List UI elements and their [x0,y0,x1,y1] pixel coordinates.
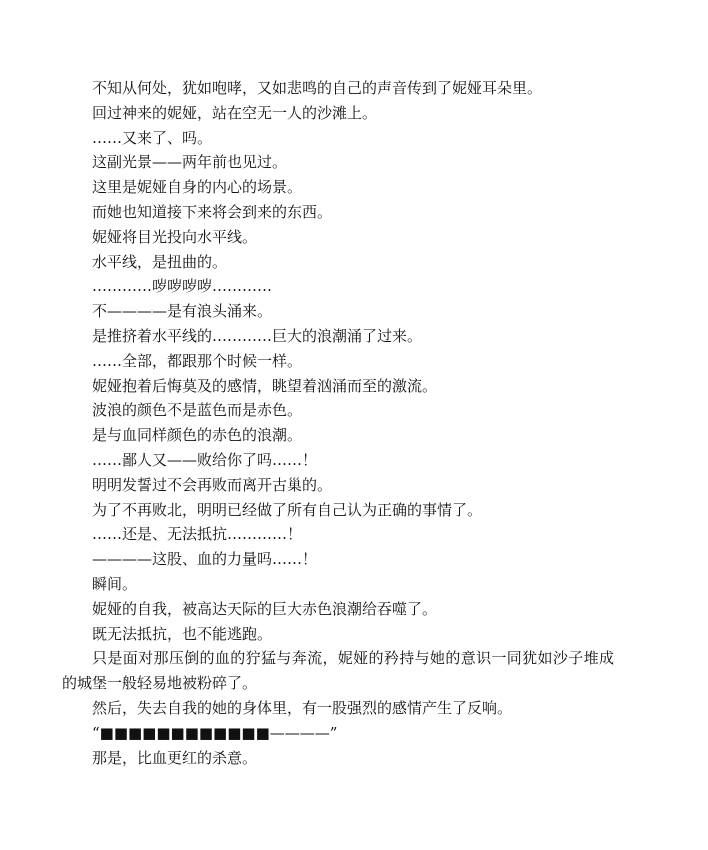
document-body [62,76,614,770]
paragraph: “■■■■■■■■■■■■————” [92,723,338,742]
paragraph: 不————是有浪头涌来。 [92,302,273,321]
paragraph: 不知从何处，犹如咆哮，又如悲鸣的自己的声音传到了妮娅耳朵里。 [92,79,543,97]
paragraph: 回过神来的妮娅，站在空无一人的沙滩上。 [92,103,378,122]
paragraph: 是推挤着水平线的…………巨大的浪潮涌了过来。 [92,326,423,345]
paragraph: 为了不再败北，明明已经做了所有自己认为正确的事情了。 [92,500,483,519]
paragraph: ……又来了、吗。 [92,128,213,147]
paragraph: 明明发誓过不会再败而离开古巢的。 [92,475,333,494]
paragraph: 妮娅抱着后悔莫及的感情，眺望着汹涌而至的激流。 [92,376,438,395]
paragraph: 波浪的颜色不是蓝色而是赤色。 [92,401,303,420]
paragraph: 是与血同样颜色的赤色的浪潮。 [92,426,303,445]
paragraph: ……还是、无法抵抗…………！ [92,525,303,544]
paragraph: 然后，失去自我的她的身体里，有一股强烈的感情产生了反响。 [92,698,513,717]
paragraph: 瞬间。 [92,574,138,593]
paragraph: ……鄙人又——败给你了吗……！ [92,450,318,469]
paragraph: ……全部，都跟那个时候一样。 [92,351,303,370]
paragraph: 而她也知道接下来将会到来的东西。 [92,202,333,221]
paragraph: 妮娅的自我，被高达天际的巨大赤色浪潮给吞噬了。 [92,599,438,618]
paragraph: 既无法抵抗，也不能逃跑。 [92,624,273,643]
paragraph: 妮娅将目光投向水平线。 [92,227,258,246]
paragraph: ————这股、血的力量吗……！ [92,550,318,569]
paragraph: …………哕哕哕哕………… [92,277,273,296]
paragraph: 水平线，是扭曲的。 [92,252,228,271]
paragraph: 那是，比血更红的杀意。 [92,748,258,767]
paragraph: 这里是妮娅自身的内心的场景。 [92,178,303,197]
paragraph: 这副光景——两年前也见过。 [92,153,288,172]
paragraph: 只是面对那压倒的血的狞猛与奔流，妮娅的矜持与她的意识一同犹如沙子堆成的城堡一般轻易地被粉碎了。 [62,649,614,693]
